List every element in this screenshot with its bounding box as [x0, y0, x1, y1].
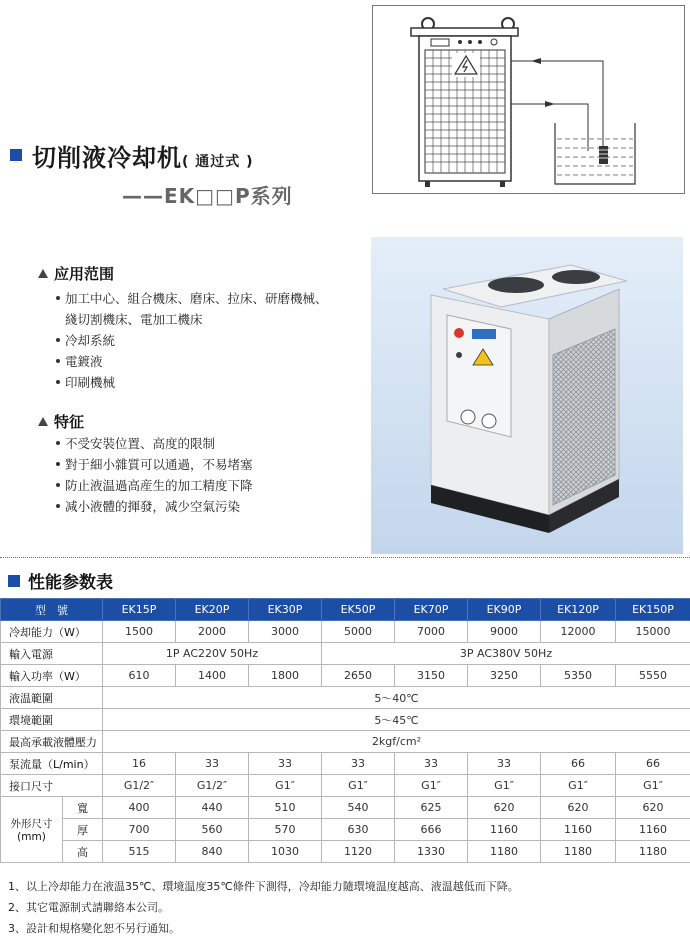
row-label: 接口尺寸	[1, 775, 103, 797]
table-row	[1, 709, 690, 731]
footnote: 3、設計和規格變化恕不另行通知。	[8, 918, 519, 939]
list-item	[56, 351, 328, 372]
header-label: 型 號	[1, 599, 103, 621]
table-cell: 33	[176, 753, 249, 775]
table-cell: 66	[616, 753, 690, 775]
table-cell: 610	[103, 665, 176, 687]
table-cell: 66	[541, 753, 616, 775]
table-row	[1, 731, 690, 753]
table-cell: 620	[541, 797, 616, 819]
model-cell: EK150P	[616, 599, 690, 621]
row-label: 環境範圍	[1, 709, 103, 731]
list-item	[56, 454, 253, 475]
table-cell: G1″	[616, 775, 690, 797]
model-cell: EK30P	[249, 599, 322, 621]
footnote: 1、以上冷却能力在液温35℃、環境温度35℃條件下測得，冷却能力隨環境温度越高、液温越低而下降。	[8, 876, 519, 897]
table-cell: 1160	[541, 819, 616, 841]
section-divider	[0, 557, 690, 558]
table-cell: 33	[322, 753, 395, 775]
table-cell: 560	[176, 819, 249, 841]
sub-label: 厚	[63, 819, 103, 841]
list-item-text: 綫切割機床、電加工機床	[65, 312, 203, 327]
features-heading-text: 特征	[54, 413, 84, 431]
table-cell: 440	[176, 797, 249, 819]
table-title: 性能参数表	[28, 568, 113, 593]
chiller-schematic-diagram	[372, 5, 685, 194]
table-title-marker	[8, 575, 20, 587]
bullet-dot-icon	[56, 296, 60, 300]
table-cell: 666	[395, 819, 468, 841]
table-cell: 3P AC380V 50Hz	[322, 643, 690, 665]
model-cell: EK20P	[176, 599, 249, 621]
table-cell: 1180	[616, 841, 690, 863]
list-item-text: 冷却系統	[65, 333, 115, 348]
sub-label: 高	[63, 841, 103, 863]
series-subtitle: ——EK□□P系列	[122, 180, 293, 209]
dimensions-label-text: 外形尺寸	[11, 818, 53, 830]
row-label: 最高承載液體壓力	[1, 731, 103, 753]
table-cell: 630	[322, 819, 395, 841]
table-cell: 1030	[249, 841, 322, 863]
table-cell: 3000	[249, 621, 322, 643]
table-cell: 16	[103, 753, 176, 775]
table-cell: 2650	[322, 665, 395, 687]
model-cell: EK15P	[103, 599, 176, 621]
table-cell: 2000	[176, 621, 249, 643]
table-row	[1, 621, 690, 643]
application-heading	[38, 263, 114, 284]
bullet-dot-icon	[56, 338, 60, 342]
triangle-bullet-icon	[38, 417, 48, 426]
table-cell: 540	[322, 797, 395, 819]
list-item	[56, 309, 328, 330]
bullet-dot-icon	[56, 359, 60, 363]
table-row	[1, 775, 690, 797]
table-cell: 510	[249, 797, 322, 819]
page-title-text: 切削液冷却机	[32, 144, 182, 172]
table-cell: 5000	[322, 621, 395, 643]
table-cell: 700	[103, 819, 176, 841]
bullet-dot-icon	[56, 380, 60, 384]
row-label: 輸入電源	[1, 643, 103, 665]
footnote: 2、其它電源制式請聯絡本公司。	[8, 897, 519, 918]
model-cell: EK50P	[322, 599, 395, 621]
list-item	[56, 288, 328, 309]
table-cell: 400	[103, 797, 176, 819]
list-item	[56, 433, 253, 454]
application-list	[56, 288, 328, 393]
table-cell: 1P AC220V 50Hz	[103, 643, 322, 665]
table-cell: 1120	[322, 841, 395, 863]
list-item	[56, 372, 328, 393]
list-item-text: 减小液體的揮發，减少空氣污染	[65, 499, 240, 514]
table-cell: 620	[616, 797, 690, 819]
list-item-text: 防止液温過高産生的加工精度下降	[65, 478, 253, 493]
features-heading	[38, 411, 84, 432]
product-photo	[371, 237, 683, 554]
table-cell: 570	[249, 819, 322, 841]
bullet-dot-icon	[56, 483, 60, 487]
table-row	[1, 643, 690, 665]
row-label: 液温範圍	[1, 687, 103, 709]
table-cell: 1400	[176, 665, 249, 687]
list-item-text: 對于細小雜質可以通過，不易堵塞	[65, 457, 253, 472]
table-cell: G1″	[395, 775, 468, 797]
bullet-dot-icon	[56, 504, 60, 508]
bullet-dot-icon	[56, 462, 60, 466]
table-cell: 5350	[541, 665, 616, 687]
table-header-row	[1, 599, 690, 621]
table-cell: G1″	[249, 775, 322, 797]
footnotes	[8, 876, 519, 939]
table-cell: 840	[176, 841, 249, 863]
features-list	[56, 433, 253, 517]
table-cell: 7000	[395, 621, 468, 643]
table-cell: G1/2″	[176, 775, 249, 797]
table-cell: 1500	[103, 621, 176, 643]
row-label: 輸入功率（W）	[1, 665, 103, 687]
table-cell: 33	[395, 753, 468, 775]
list-item	[56, 496, 253, 517]
bullet-dot-icon	[56, 441, 60, 445]
row-label: 泵流量（L/min）	[1, 753, 103, 775]
table-cell: 33	[468, 753, 541, 775]
table-row	[1, 753, 690, 775]
table-cell: 515	[103, 841, 176, 863]
table-row	[1, 665, 690, 687]
title-marker	[10, 149, 22, 161]
table-cell: 3150	[395, 665, 468, 687]
table-row	[1, 841, 690, 863]
table-cell: 15000	[616, 621, 690, 643]
dimensions-unit: (mm)	[17, 831, 46, 843]
sub-label: 寬	[63, 797, 103, 819]
table-cell: 1180	[541, 841, 616, 863]
model-cell: EK70P	[395, 599, 468, 621]
list-item-text: 印刷機械	[65, 375, 115, 390]
table-cell: 625	[395, 797, 468, 819]
table-cell: G1″	[322, 775, 395, 797]
list-item-text: 不受安裝位置、高度的限制	[65, 436, 215, 451]
table-cell: 1330	[395, 841, 468, 863]
table-cell: 3250	[468, 665, 541, 687]
page-title-suffix: ( 通过式 )	[182, 154, 254, 170]
schematic-drawing	[373, 6, 684, 193]
list-item-text: 電鍍液	[65, 354, 103, 369]
table-cell: 2kgf/cm²	[103, 731, 690, 753]
list-item	[56, 330, 328, 351]
chiller-unit-photo	[371, 237, 683, 554]
table-row	[1, 819, 690, 841]
table-cell: 9000	[468, 621, 541, 643]
table-cell: 620	[468, 797, 541, 819]
table-cell: 1800	[249, 665, 322, 687]
table-cell: G1/2″	[103, 775, 176, 797]
table-cell: 5～40℃	[103, 687, 690, 709]
spec-table	[0, 598, 690, 863]
table-cell: 5550	[616, 665, 690, 687]
triangle-bullet-icon	[38, 269, 48, 278]
table-cell: 1180	[468, 841, 541, 863]
table-row	[1, 687, 690, 709]
table-cell: G1″	[468, 775, 541, 797]
table-cell: 1160	[468, 819, 541, 841]
table-cell: 5～45℃	[103, 709, 690, 731]
table-cell: 33	[249, 753, 322, 775]
table-cell: G1″	[541, 775, 616, 797]
list-item	[56, 475, 253, 496]
table-cell: 12000	[541, 621, 616, 643]
row-label: 冷却能力（W）	[1, 621, 103, 643]
model-cell: EK120P	[541, 599, 616, 621]
table-cell: 1160	[616, 819, 690, 841]
application-heading-text: 应用范围	[54, 265, 114, 283]
model-cell: EK90P	[468, 599, 541, 621]
list-item-text: 加工中心、組合機床、磨床、拉床、研磨機械、	[65, 291, 328, 306]
table-row	[1, 797, 690, 819]
page-title	[32, 138, 254, 173]
dimensions-label	[1, 797, 63, 863]
